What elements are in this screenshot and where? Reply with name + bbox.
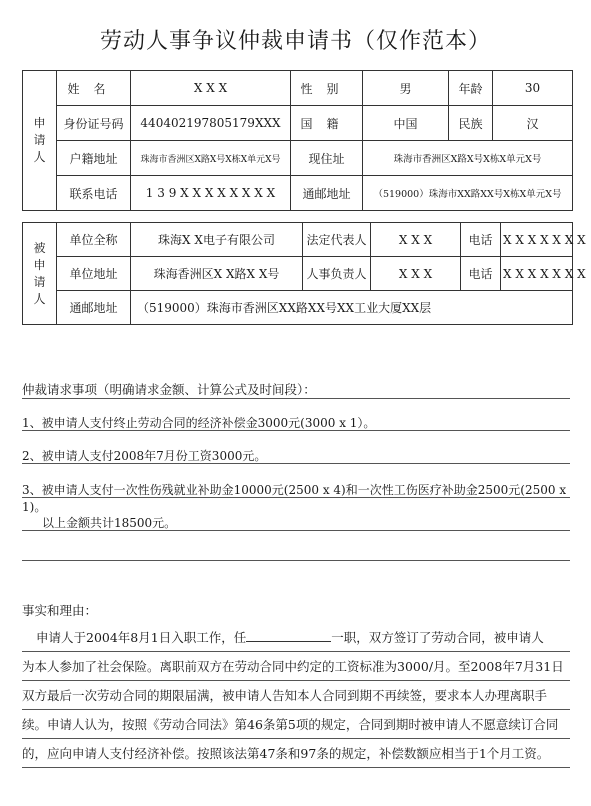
nationality-value: 中国 (363, 106, 449, 141)
claim-item: 2、被申请人支付2008年7月份工资3000元。 (22, 449, 267, 463)
id-label: 身份证号码 (57, 106, 131, 141)
hr-label: 人事负责人 (303, 257, 371, 291)
underline (22, 530, 570, 531)
address-value: 珠海香洲区X X路X X号 (131, 257, 303, 291)
residence-label: 现住址 (291, 141, 363, 176)
age-value: 30 (493, 71, 573, 106)
respondent-phone2-value: X X X X X X X (501, 257, 573, 291)
respondent-phone2-label: 电话 (461, 257, 501, 291)
nationality-label: 国籍 (291, 106, 363, 141)
hr-value: X X X (371, 257, 461, 291)
ethnicity-label: 民族 (449, 106, 493, 141)
claim-item: 1、被申请人支付终止劳动合同的经济补偿金3000元(3000 x 1）。 (22, 416, 376, 430)
legal-rep-label: 法定代表人 (303, 223, 371, 257)
name-value: X X X (131, 71, 291, 106)
mail-label: 通邮地址 (291, 176, 363, 211)
divider-line (22, 398, 570, 399)
position-blank[interactable] (246, 629, 331, 642)
facts-line: 续。申请人认为，按照《劳动合同法》第46条第5项的规定，合同到期时被申请人不愿意续订合同 (22, 710, 570, 739)
gender-value: 男 (363, 71, 449, 106)
company-label: 单位全称 (57, 223, 131, 257)
page-title: 劳动人事争议仲裁申请书（仅作范本） (99, 29, 491, 54)
address-label: 单位地址 (57, 257, 131, 291)
phone-label: 联系电话 (57, 176, 131, 211)
respondent-mail-label: 通邮地址 (57, 291, 131, 325)
household-value: 珠海市香洲区X路X号X栋X单元X号 (131, 141, 291, 176)
underline (22, 430, 570, 431)
facts-line: 双方最后一次劳动合同的期限届满，被申请人告知本人合同到期不再续签，要求本人办理离职手 (22, 681, 570, 710)
household-label: 户籍地址 (57, 141, 131, 176)
facts-heading: 事实和理由： (22, 603, 98, 618)
applicant-table (22, 70, 573, 211)
name-label: 姓名 (57, 71, 131, 106)
mail-value: （519000）珠海市XX路XX号X栋X单元X号 (363, 176, 573, 211)
applicant-group-label: 申 请 人 (23, 71, 57, 211)
respondent-phone-label: 电话 (461, 223, 501, 257)
legal-rep-value: X X X (371, 223, 461, 257)
underline (22, 560, 570, 561)
underline (22, 463, 570, 464)
claim-item: 3、被申请人支付一次性伤残就业补助金10000元(2500 x 4)和一次性工伤医疗补助金2500元(2500 x 1)。 (22, 483, 567, 514)
facts-line: 申请人于2004年8月1日入职工作，任 一职，双方签订了劳动合同，被申请人 (22, 623, 570, 652)
gender-label: 性别 (291, 71, 363, 106)
facts-line: 的，应向申请人支付经济补偿。按照该法第47条和97条的规定，补偿数额应相当于1个月工资。 (22, 739, 570, 768)
residence-value: 珠海市香洲区X路X号X栋X单元X号 (363, 141, 573, 176)
underline (22, 497, 570, 498)
company-value: 珠海X X电子有限公司 (131, 223, 303, 257)
claim-total: 以上金额共计18500元。 (42, 516, 177, 530)
id-value: 440402197805179XXX (131, 106, 291, 141)
respondent-mail-value: （519000）珠海市香洲区XX路XX号XX工业大厦XX层 (131, 291, 573, 325)
respondent-group-label: 被 申 请 人 (23, 223, 57, 325)
ethnicity-value: 汉 (493, 106, 573, 141)
facts-line: 为本人参加了社会保险。离职前双方在劳动合同中约定的工资标准为3000/月。至2008年7月31日 (22, 652, 570, 681)
facts-body (22, 623, 570, 768)
age-label: 年龄 (449, 71, 493, 106)
phone-value: 1 3 9 X X X X X X X X (131, 176, 291, 211)
claims-heading: 仲裁请求事项（明确请求金额、计算公式及时间段）： (22, 382, 316, 397)
respondent-table (22, 222, 586, 325)
respondent-phone-value: X X X X X X X (501, 223, 573, 257)
